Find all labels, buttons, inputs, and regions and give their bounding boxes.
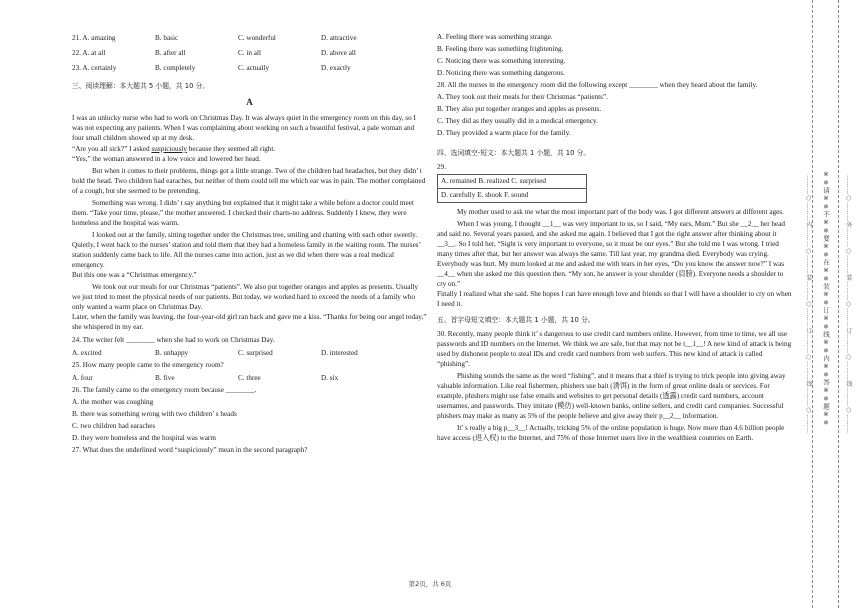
q28-c: C. They did as they usually did in a medical emergency. <box>437 117 598 125</box>
passage-title: A <box>246 97 253 107</box>
q26-a: A. the mother was coughing <box>72 398 154 406</box>
passage-paragraph-3: “Yes,” the woman answered in a low voice and lowered her head. <box>72 155 261 163</box>
section-4-heading: 四、选词填空-短文：本大题共 1 小题，共 10 分。 <box>437 149 591 157</box>
question-23-options <box>72 60 427 75</box>
q27-b: B. Feeling there was something frightening. <box>437 45 564 53</box>
passage-paragraph-7: But this one was a “Christmas emergency.” <box>72 271 197 279</box>
section-5-heading: 五、首字母短文填空：本大题共 1 小题，共 10 分。 <box>437 316 595 324</box>
q21-b: B. basic <box>155 33 179 42</box>
question-28: 28. All the nurses in the emergency room did the following except ________ when they heard about the family. <box>437 81 758 89</box>
q27-c: C. Noticing there was something interesting. <box>437 57 566 65</box>
question-24-options <box>72 345 427 360</box>
q26-c: C. two children had earaches <box>72 422 156 430</box>
passage-paragraph-5: Something was wrong. I didn’ t say anything but explained that it might take a while before a doctor could meet them. “Take your time, please,” the mother answered. I checked their charts-no address. Suddenly I knew, they were homeless and the hospital was warm. <box>72 199 414 227</box>
question-22-options <box>72 45 427 60</box>
q26-b: B. there was something wrong with two children’ s heads <box>72 410 237 418</box>
cloze-paragraph-1: My mother used to ask me what the most important part of the body was. I got different answers at different ages. <box>457 208 784 216</box>
question-26: 26. The family came to the emergency room because ________. <box>72 386 257 394</box>
q26-d: D. they were homeless and the hospital was warm <box>72 434 216 442</box>
q23-c: C. actually <box>238 63 270 72</box>
question-25-options <box>72 370 427 385</box>
cloze-paragraph-4: 30. Recently, many people think it’ s dangerous to use credit card numbers online. However, from time to time, we all use passwords and ID numbers on the Internet. We think we are safe, but that may not be t__1__! A new kind of attack is being used by dishonest people to steal IDs and credit card numbers from web surfers. This new kind of attack is called “phishing”. <box>437 330 792 368</box>
passage-paragraph-8: We took out our meals for our Christmas “patients”. We also put together oranges and apples as presents. Usually we just tried to meet the physical needs of our patients. But today, we worked hard to exceed the needs of a family who only wanted a warm place on Christmas Day. <box>72 283 419 311</box>
passage-paragraph-9: Later, when the family was leaving, the four-year-old girl ran back and gave me a kiss. “Thanks for being our angel today,” she whispered in my ear. <box>72 313 427 331</box>
q23-b: B. completely <box>155 63 196 72</box>
q23-d: D. exactly <box>321 63 351 72</box>
p2-text-b: because they seemed all right. <box>186 145 276 153</box>
q21-c: C. wonderful <box>238 33 276 42</box>
q24-d: D. interested <box>321 348 358 357</box>
question-29: 29. <box>437 163 446 171</box>
q28-a: A. They took out their meals for their Christmas “patients”. <box>437 93 608 101</box>
q27-d: D. Noticing there was something dangerous. <box>437 69 565 77</box>
q22-b: B. after all <box>155 48 186 57</box>
q24-b: B. unhappy <box>155 348 189 357</box>
question-21-options <box>72 30 427 45</box>
word-bank-box <box>437 174 587 203</box>
q22-d: D. above all <box>321 48 356 57</box>
section-3-heading: 三、阅读理解：本大题共 5 小题，共 10 分。 <box>72 82 210 90</box>
q27-a: A. Feeling there was something strange. <box>437 33 553 41</box>
passage-paragraph-6: I looked out at the family, sitting together under the Christmas tree, smiling and chatting with each other sweetly. Quietly, I went back to the nurses’ station and told them that they had a homeless family in the waiting room. The nurses’ station suddenly came back to life. All the nurses came into action, just as we did when there was a real medical emergency. <box>72 231 421 269</box>
binding-line-outer <box>838 0 839 608</box>
q22-a: 22. A. at all <box>72 48 106 57</box>
word-bank-row-2: D. carefully E. shook F. sound <box>438 188 586 202</box>
p2-text-a: “Are you all sick?” I asked <box>72 145 152 153</box>
left-column <box>72 30 427 455</box>
no-answer-warning: ※※请※※不※※要※※在※※装※※订※※线※※内※※答※※题※※ <box>822 170 830 427</box>
cloze-paragraph-3: Finally I realized what she said. She hopes I can have enough love and friends so that I will have a shoulder to cry on when I need it. <box>437 290 792 308</box>
q25-a: A. four <box>72 373 93 382</box>
page-footer: 第2页，共 6页 <box>408 580 452 588</box>
cloze-paragraph-5: Phishing sounds the same as the word “fishing”, and it means that a thief is trying to trick people into giving away valuable information. Like real fishermen, phishers use bait (诱饵) in the form of great online deals or services. For example, phishers might use false emails and websites to get personal details (透露) credit card numbers, account usernames, and passwords. They imitate (模仿) well-known banks, online sellers, and credit card companies. Successful phishers may make as many as 5% of the people believe and give away their p__2__ information. <box>437 372 786 420</box>
q24-c: C. surprised <box>238 348 273 357</box>
q24-a: A. excited <box>72 348 102 357</box>
cloze-paragraph-2: When I was young, I thought __1__ was very important to us, so I said, “My ears, Mum.” But she __2__ her head and said no. Several years passed, and she asked me again. I believed that I got the right answer after thinking about it __3__. So I told her, “Sight is very important to everyone, so it must be our eyes.” But she told me I was wrong. I tried many times after that, but her answer was always the same. Till last year, my grandma died. Everybody was crying. Everybody was hurt. My mum looked at me and asked me with tears in her eyes, “Do you know the answer now?” I was __4__ when she asked me this question then. “My son, he answer is your shoulder (肩膀). Everyone needs a shoulder to cry on.” <box>437 220 785 288</box>
passage-paragraph-4: But when it comes to their problems, things got a little strange. Two of the children had headaches, but they didn’ t hold the head. Two children had earaches, but neither of them could tell me which ear was in pain. The mother complained of a cough, but she seemed to be pretending. <box>72 167 426 195</box>
cloze-paragraph-6: It’ s really a big p__3__! Actually, tricking 5% of the online population is huge. Now more than 4.6 billion people have access (进入权) to the Internet, and 75% of those Internet users live in the wealthiest countries on Earth. <box>437 424 785 442</box>
q23-a: 23. A. certainly <box>72 63 117 72</box>
q21-a: 21. A. amazing <box>72 33 116 42</box>
underlined-word: suspiciously <box>151 145 187 153</box>
right-column <box>437 30 792 443</box>
passage-paragraph-2 <box>72 144 427 154</box>
q25-b: B. five <box>155 373 175 382</box>
binding-dots-outer: ………○………外………○………装………○………订………○………线………○……… <box>845 174 852 434</box>
passage-paragraph-1: I was an unlucky nurse who had to work on Christmas Day. It was always quiet in the emergency room on this day, so I was not expecting any patients. When I was complaining about working on such a beautiful festival, a pale woman and four small children showed up at my desk. <box>72 114 416 142</box>
q28-b: B. They also put together oranges and apples as presents. <box>437 105 602 113</box>
question-27: 27. What does the underlined word “suspiciously” mean in the second paragraph? <box>72 446 308 454</box>
q28-d: D. They provided a warm place for the family. <box>437 129 571 137</box>
q25-c: C. three <box>238 373 261 382</box>
question-24: 24. The writer felt ________ when she had to work on Christmas Day. <box>72 336 275 344</box>
q25-d: D. six <box>321 373 339 382</box>
q21-d: D. attractive <box>321 33 357 42</box>
question-25: 25. How many people came to the emergency room? <box>72 361 224 369</box>
word-bank-row-1: A. remained B. realized C. surprised <box>441 177 546 185</box>
binding-dots-inner: ………○………内………○………装………○………订………○………线………○……… <box>805 174 812 434</box>
q22-c: C. in all <box>238 48 261 57</box>
